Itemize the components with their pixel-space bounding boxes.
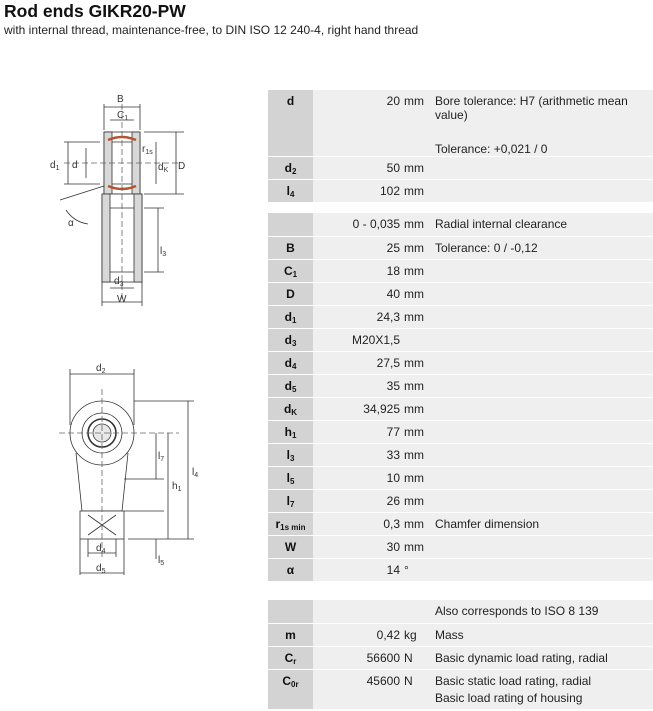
spec-symbol [268,213,313,236]
spec-value: M20X1,5 [313,328,403,351]
spec-unit: mm [403,512,431,535]
spec-symbol: m [268,623,313,646]
label-B: B [117,94,124,105]
spec-description [431,558,653,581]
spec-row-C0r [268,669,653,709]
spec-symbol: $d_3$ [268,328,313,351]
spec-unit [403,600,431,623]
spec-symbol: $l_7$ [268,489,313,512]
spec-row-B [268,236,653,259]
spec-unit: mm [403,90,431,157]
spec-value: 56600 [313,646,403,669]
spec-symbol: $d_4$ [268,351,313,374]
spec-symbol: $l_5$ [268,466,313,489]
spec-row-l3 [268,443,653,466]
spec-unit: ° [403,558,431,581]
label-l7: $l_7$ [158,451,165,463]
spec-symbol: $d_1$ [268,305,313,328]
spec-unit: mm [403,236,431,259]
spec-value: 0,42 [313,623,403,646]
spec-description [431,282,653,305]
spec-unit: mm [403,351,431,374]
spec-unit: mm [403,489,431,512]
spec-row-m [268,623,653,646]
spec-row-d [268,90,653,157]
spec-value: 50 [313,157,403,180]
spec-row-W [268,535,653,558]
spec-value: 30 [313,535,403,558]
label-d1: $d_1$ [50,160,60,172]
spec-description: Mass [431,623,653,646]
label-d2: $d_2$ [96,363,106,375]
page-title: Rod ends GIKR20-PW [4,1,186,21]
label-dK: $d_K$ [158,162,169,174]
spec-symbol: $d_5$ [268,374,313,397]
label-C1: $C_1$ [117,110,129,122]
spec-row-l5 [268,466,653,489]
spec-symbol: $l_4$ [268,180,313,203]
spec-symbol: $d_2$ [268,157,313,180]
spec-symbol: W [268,535,313,558]
spec-description: Tolerance: 0 / -0,12 [431,236,653,259]
label-W: W [117,294,127,305]
spec-unit: mm [403,443,431,466]
label-alpha: α [68,218,74,229]
spec-unit: mm [403,282,431,305]
spec-unit [403,328,431,351]
spec-row-alpha [268,558,653,581]
label-l5: $l_5$ [158,555,165,567]
label-l4: $l_4$ [192,467,199,479]
label-D: D [178,161,186,172]
spec-unit: N [403,646,431,669]
spec-unit: mm [403,180,431,203]
label-d: d [72,160,78,171]
spec-unit: mm [403,213,431,236]
spec-description [431,351,653,374]
spec-row-d4 [268,351,653,374]
spec-value: 35 [313,374,403,397]
spec-unit: mm [403,157,431,180]
label-h1: $h_1$ [172,481,182,493]
spec-symbol: $d_K$ [268,397,313,420]
outline-drawing [4,359,234,587]
spec-description [431,489,653,512]
spec-unit: mm [403,535,431,558]
spec-value: 10 [313,466,403,489]
spec-row-d1 [268,305,653,328]
spec-value: 33 [313,443,403,466]
spec-unit: mm [403,305,431,328]
spec-value [313,600,403,623]
spec-row-D [268,282,653,305]
spec-row-Cr [268,646,653,669]
spec-symbol: $l_3$ [268,443,313,466]
spec-description [431,328,653,351]
spec-description: Chamfer dimension [431,512,653,535]
spec-row-d3 [268,328,653,351]
spec-row-dK [268,397,653,420]
spec-value: 34,925 [313,397,403,420]
spec-unit: mm [403,374,431,397]
spec-row-d2 [268,157,653,180]
spec-description [431,180,653,203]
spec-symbol: $C_r$ [268,646,313,669]
spec-value: 0,3 [313,512,403,535]
spec-row-r1s [268,512,653,535]
spec-row-h1 [268,420,653,443]
spec-description: Also corresponds to ISO 8 139 [431,600,653,623]
label-l3: $l_3$ [160,246,167,258]
spec-description [431,305,653,328]
spec-unit: mm [403,259,431,282]
spec-table-main-dims [268,90,653,203]
spec-description [431,259,653,282]
label-d4: $d_4$ [96,543,106,555]
spec-unit: mm [403,397,431,420]
spec-description [431,374,653,397]
label-d5: $d_5$ [96,563,106,575]
spec-row-l7 [268,489,653,512]
spec-symbol: D [268,282,313,305]
spec-unit: mm [403,420,431,443]
spec-row-d5 [268,374,653,397]
spec-value: 27,5 [313,351,403,374]
spec-unit: N [403,669,431,709]
spec-table-dimensions [268,213,653,582]
spec-symbol: $r_{1s min}$ [268,512,313,535]
spec-description [431,157,653,180]
spec-unit: mm [403,466,431,489]
spec-description [431,466,653,489]
page-subtitle: with internal thread, maintenance-free, to DIN ISO 12 240-4, right hand thread [4,23,419,37]
spec-value: 24,3 [313,305,403,328]
spec-value: 102 [313,180,403,203]
spec-description [431,443,653,466]
spec-row-l4 [268,180,653,203]
spec-value: 26 [313,489,403,512]
label-d3: $d_3$ [114,276,124,288]
spec-description [431,420,653,443]
spec-row-C1 [268,259,653,282]
spec-value: 0 - 0,035 [313,213,403,236]
spec-symbol: d [268,90,313,157]
spec-unit: kg [403,623,431,646]
spec-symbol: α [268,558,313,581]
spec-symbol [268,600,313,623]
spec-symbol: B [268,236,313,259]
spec-value: 18 [313,259,403,282]
label-r1s: $r_{1s}$ [142,144,153,156]
spec-value: 77 [313,420,403,443]
spec-symbol: $h_1$ [268,420,313,443]
spec-value: 25 [313,236,403,259]
spec-value: 14 [313,558,403,581]
spec-table-ratings [268,600,653,710]
spec-value: 20 [313,90,403,157]
spec-symbol: $C_1$ [268,259,313,282]
spec-description: Basic static load rating, radial Basic load rating of housing [431,669,653,709]
spec-description [431,535,653,558]
spec-description: Radial internal clearance [431,213,653,236]
section-drawing [4,90,234,318]
spec-symbol: $C_{0r}$ [268,669,313,709]
spec-description: Bore tolerance: H7 (arithmetic mean value) Tolerance: +0,021 / 0 [431,90,653,157]
spec-row-iso [268,600,653,623]
spec-row-clearance [268,213,653,236]
spec-value: 45600 [313,669,403,709]
spec-description: Basic dynamic load rating, radial [431,646,653,669]
spec-value: 40 [313,282,403,305]
spec-description [431,397,653,420]
